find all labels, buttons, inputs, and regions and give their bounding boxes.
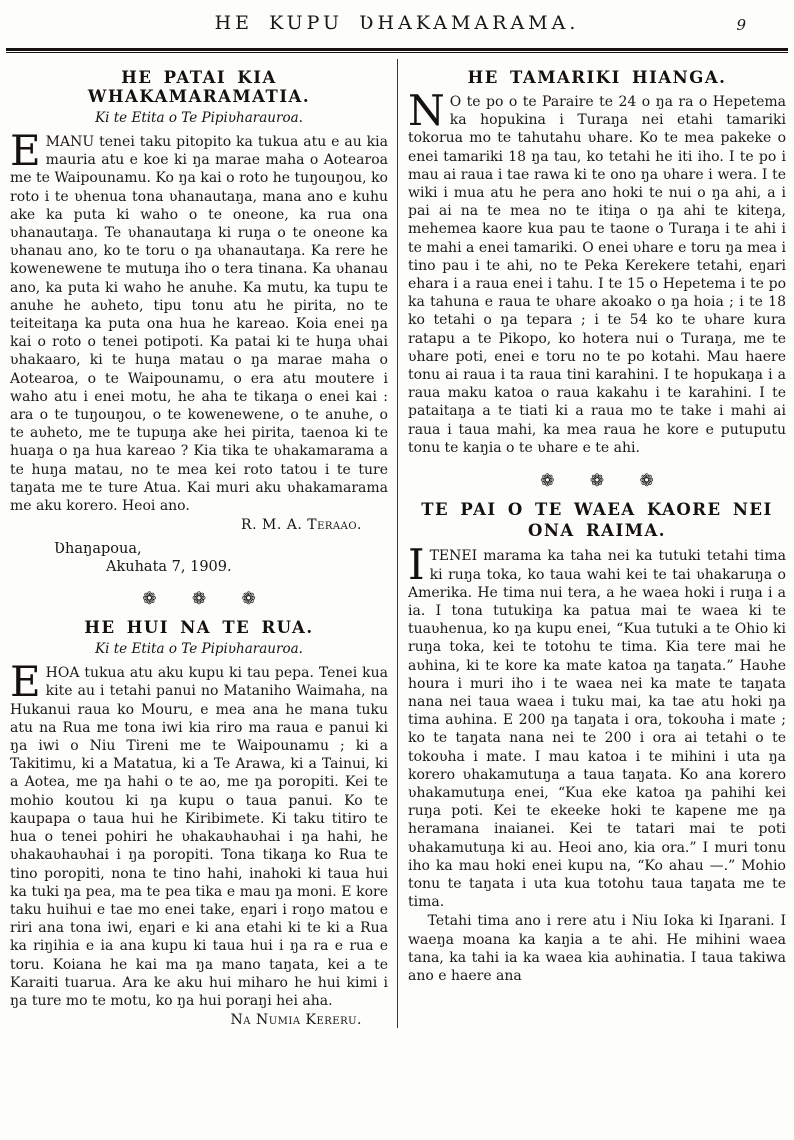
drop-cap: E: [10, 657, 41, 707]
page-number: 9: [736, 16, 746, 34]
columns: [0, 53, 794, 1028]
title-line-2: ONA RAIMA.: [527, 520, 667, 540]
body-text: MANU tenei taku pitopito ka tukua atu e au kia mauria atu e koe ki ŋa marae maha o Aotearoa me te Waipounamu. Ko ŋa kai o roto he tuŋouŋou, ko roto i te ʋhenua tona ʋhanautaŋa, mana ano e kuhu ake ka puta ki waho o te oneone, ka rua ona ʋhanautaŋa. Te ʋhanautaŋa ki ruŋa o te oneone ka ʋhanau ano, ko te toru o ŋa ʋhanautaŋa. Ka rere he kowenewene te mutuŋa iho o tera tinana. Ka ʋhanau ano, ka puta ki waho he anuhe. Ka mutu, ka tupu te anuhe he aʋheto, tipu tonu atu he pirita, no te teiteitaŋa ka puta ona hua he kareao. Koia enei ŋa kai o roto o tenei potipoti. Ka patai ki te huŋa ʋhai ʋhakaaro, ki te huŋa matau o ŋa marae maha o Aotearoa, o te Waipounamu, o era atu moutere i waho atu i enei motu, he aha te tikaŋa o enei kai : ara o te tuŋouŋou, o te kowenewene, o te anuhe, o te aʋheto, me te tupuŋa ake hei pirita, taenoa ki te huaŋa o ŋa hua kareao ? Kia tika te ʋhakamarama a te huŋa matau, no te mea kei roto tatou i te ture taŋata me te ture Atua. Kai muri aku ʋhakamarama me aku korero. Heoi ano.: [10, 134, 388, 515]
article-title-he-hui: HE HUI NA TE RUA.: [84, 618, 314, 638]
article-subtitle: Ki te Etita o Te Pipiʋharauroa.: [95, 110, 303, 126]
article-body-he-hui: [10, 657, 388, 1010]
masthead-title: HE KUPU ƲHAKAMARAMA.: [214, 12, 580, 34]
drop-cap: E: [10, 126, 41, 175]
body-text: TENEI marama ka taha nei ka tutuki tetahi tima ki ruŋa toka, ko taua wahi kei te tai ʋhakaruŋa o Amerika. He tima nui tera, a he waea hoki i ruŋa i a ia. I tona tutukiŋa ka patua mai te waea ki te tuaʋhenua, ko ŋa kupu enei, “Kua tutuki a te Ohio ki ruŋa toka, kei te totohu te tima. Kia tere mai he aʋhina, ki te kore ka mate katoa ŋa taŋata.” Haʋhe houra i muri iho i te waea nei ka mate te taŋata nana nei taua waea i tuku mai, ka tae atu hoki ŋa tima aʋhina. E 200 ŋa taŋata i ora, tokoʋha i mate ; ko te taŋata nana nei te 200 i ora ai tetahi o te tokoʋha i mate. I mau katoa i te mihini i uta ŋa korero ʋhakamutuŋa a taua taŋata. Ko ana korero ʋhakamutuŋa enei, “Kua eke katoa ŋa pahihi kei ruŋa poti. Kei te ekeeke hoki te kapene me ŋa heramana inaianei. Kei te tatari mai te poti ʋhakamutuŋa ki au. Heoi ano, kia ora.” I muri tonu iho ka mau hoki enei kupu na, “Ko ahau —.” Mohio tonu te taŋata i uta kua totohu taua taŋata me te tima.: [408, 548, 786, 911]
signature-kereru: Na Numia Kereru.: [230, 1012, 362, 1029]
drop-cap: N: [408, 86, 445, 135]
title-line-1: TE PAI O TE WAEA KAORE NEI: [421, 500, 773, 520]
left-column: [10, 59, 397, 1028]
signature-teraao: R. M. A. Teraao.: [241, 517, 362, 534]
place-line: Ʋhaŋapoua,: [54, 541, 142, 558]
fleuron-ornament-row: ❁ ❁ ❁: [540, 471, 654, 492]
masthead: [0, 0, 794, 46]
fleuron-ornament-row: ❁ ❁ ❁: [142, 589, 256, 610]
drop-cap: I: [408, 540, 425, 590]
article-title-te-pai: [408, 500, 786, 541]
article-body-he-patai: [10, 126, 388, 515]
article-title-he-patai: HE PATAI KIA WHAKAMARAMATIA.: [87, 68, 311, 106]
article-subtitle: Ki te Etita o Te Pipiʋharauroa.: [95, 641, 303, 658]
article-body-he-tamariki: [408, 86, 786, 457]
article-title-he-tamariki: HE TAMARIKI HIANGA.: [467, 68, 727, 87]
body-text: O te po o te Paraire te 24 o ŋa ra o Hepetema ka hopukina i Turaŋa nei etahi tamariki tokorua mo te tahutahu ʋhare. Ko te mea pakeke o enei tamariki 18 ŋa tau, ko tetahi he iti iho. I te po i mau ai raua i tae rawa ki te ono ŋa ʋhare i wera. I te wiki i mua atu he pera ano hoki te nui o ŋa ahi, a i pai ai na te mea no te itiŋa o ŋa ahi te kiteŋa, mehemea kaore kua pau te taone o Turaŋa i te ahi i te mahi a enei tamariki. O enei ʋhare e toru ŋa mea i tino pau i te ahi, no te Peka Kerekere tetahi, eŋari ehara i a raua enei i tahu. I te 15 o Hepetema i te po ka tahuna e raua te ʋhare akoako o ŋa hoia ; i te 18 ko tetahi o ŋa tepara ; i te 54 ko te ʋhare kura ratapu a te Pikopo, ko hotera nui o Turaŋa, me te ʋhare poti, enei e toru no te po kotahi. Mau haere tonu ai raua i ta raua tini karahini. I te hopukaŋa i a raua maku katoa o raua kakahu i te karahini. I te pataitaŋa a te tiati ki a raua mo te take i mahi ai raua i taua mahi, ka mea raua he kore e putuputu tonu te kaŋia o te ʋhare e te ahi.: [408, 94, 786, 456]
date-line: Akuhata 7, 1909.: [106, 559, 232, 576]
article-body-te-pai: [408, 540, 786, 911]
right-column: [398, 59, 786, 1028]
body-text: HOA tukua atu aku kupu ki tau pepa. Tenei kua kite au i tetahi panui no Mataniho Waimaha, na Hukanui raua ko Mouru, e mea ana he mana tuku atu na Rua me tona iwi kia riro ma raua e panui ki ŋa iwi o Niu Tireni me te Waipounamu ; ki a Takitimu, ki a Matatua, ki a Te Arawa, ki a Tainui, ki a Aotea, me ŋa hahi o te ao, me ŋa poropiti. Kei te mohio koutou ki ŋa kupu o taua panui. Ko te kaupapa o taua hui he Kiribimete. Ki taku titiro te hua o tenei pohiri he ʋhakaʋhaʋhai i ŋa hahi, he ʋhakaʋhaʋhai i ŋa poropiti. Tona tikaŋa ko Rua te tino poropiti, nona te tino hahi, inahoki ki taua hui ka tuki ŋa pea, ma te pea tika e mau ŋa moni. E kore taku huihui e tae mo enei take, eŋari i roŋo matou e riri ana tona iwi, eŋari e ki ana etahi ki te ki a Rua ka riŋihia e ia ana kupu ki taua hui i ŋa ra e rua e toru. Koiana he kai ma ŋa mano taŋata, kei a te Karaiti tuarua. Ara ke aku hui miharo he hui kimi i ŋa ture mo te motu, ko ŋa hui poraŋi hei aha.: [10, 665, 388, 1009]
article-body-te-pai-para2: Tetahi tima ano i rere atu i Niu Ioka ki Iŋarani. I waeŋa moana ka kaŋia a te ahi. He mihini waea tana, ka tahi ia ka waea kia aʋhinatia. I taua takiwa ano e haere ana: [408, 913, 786, 984]
